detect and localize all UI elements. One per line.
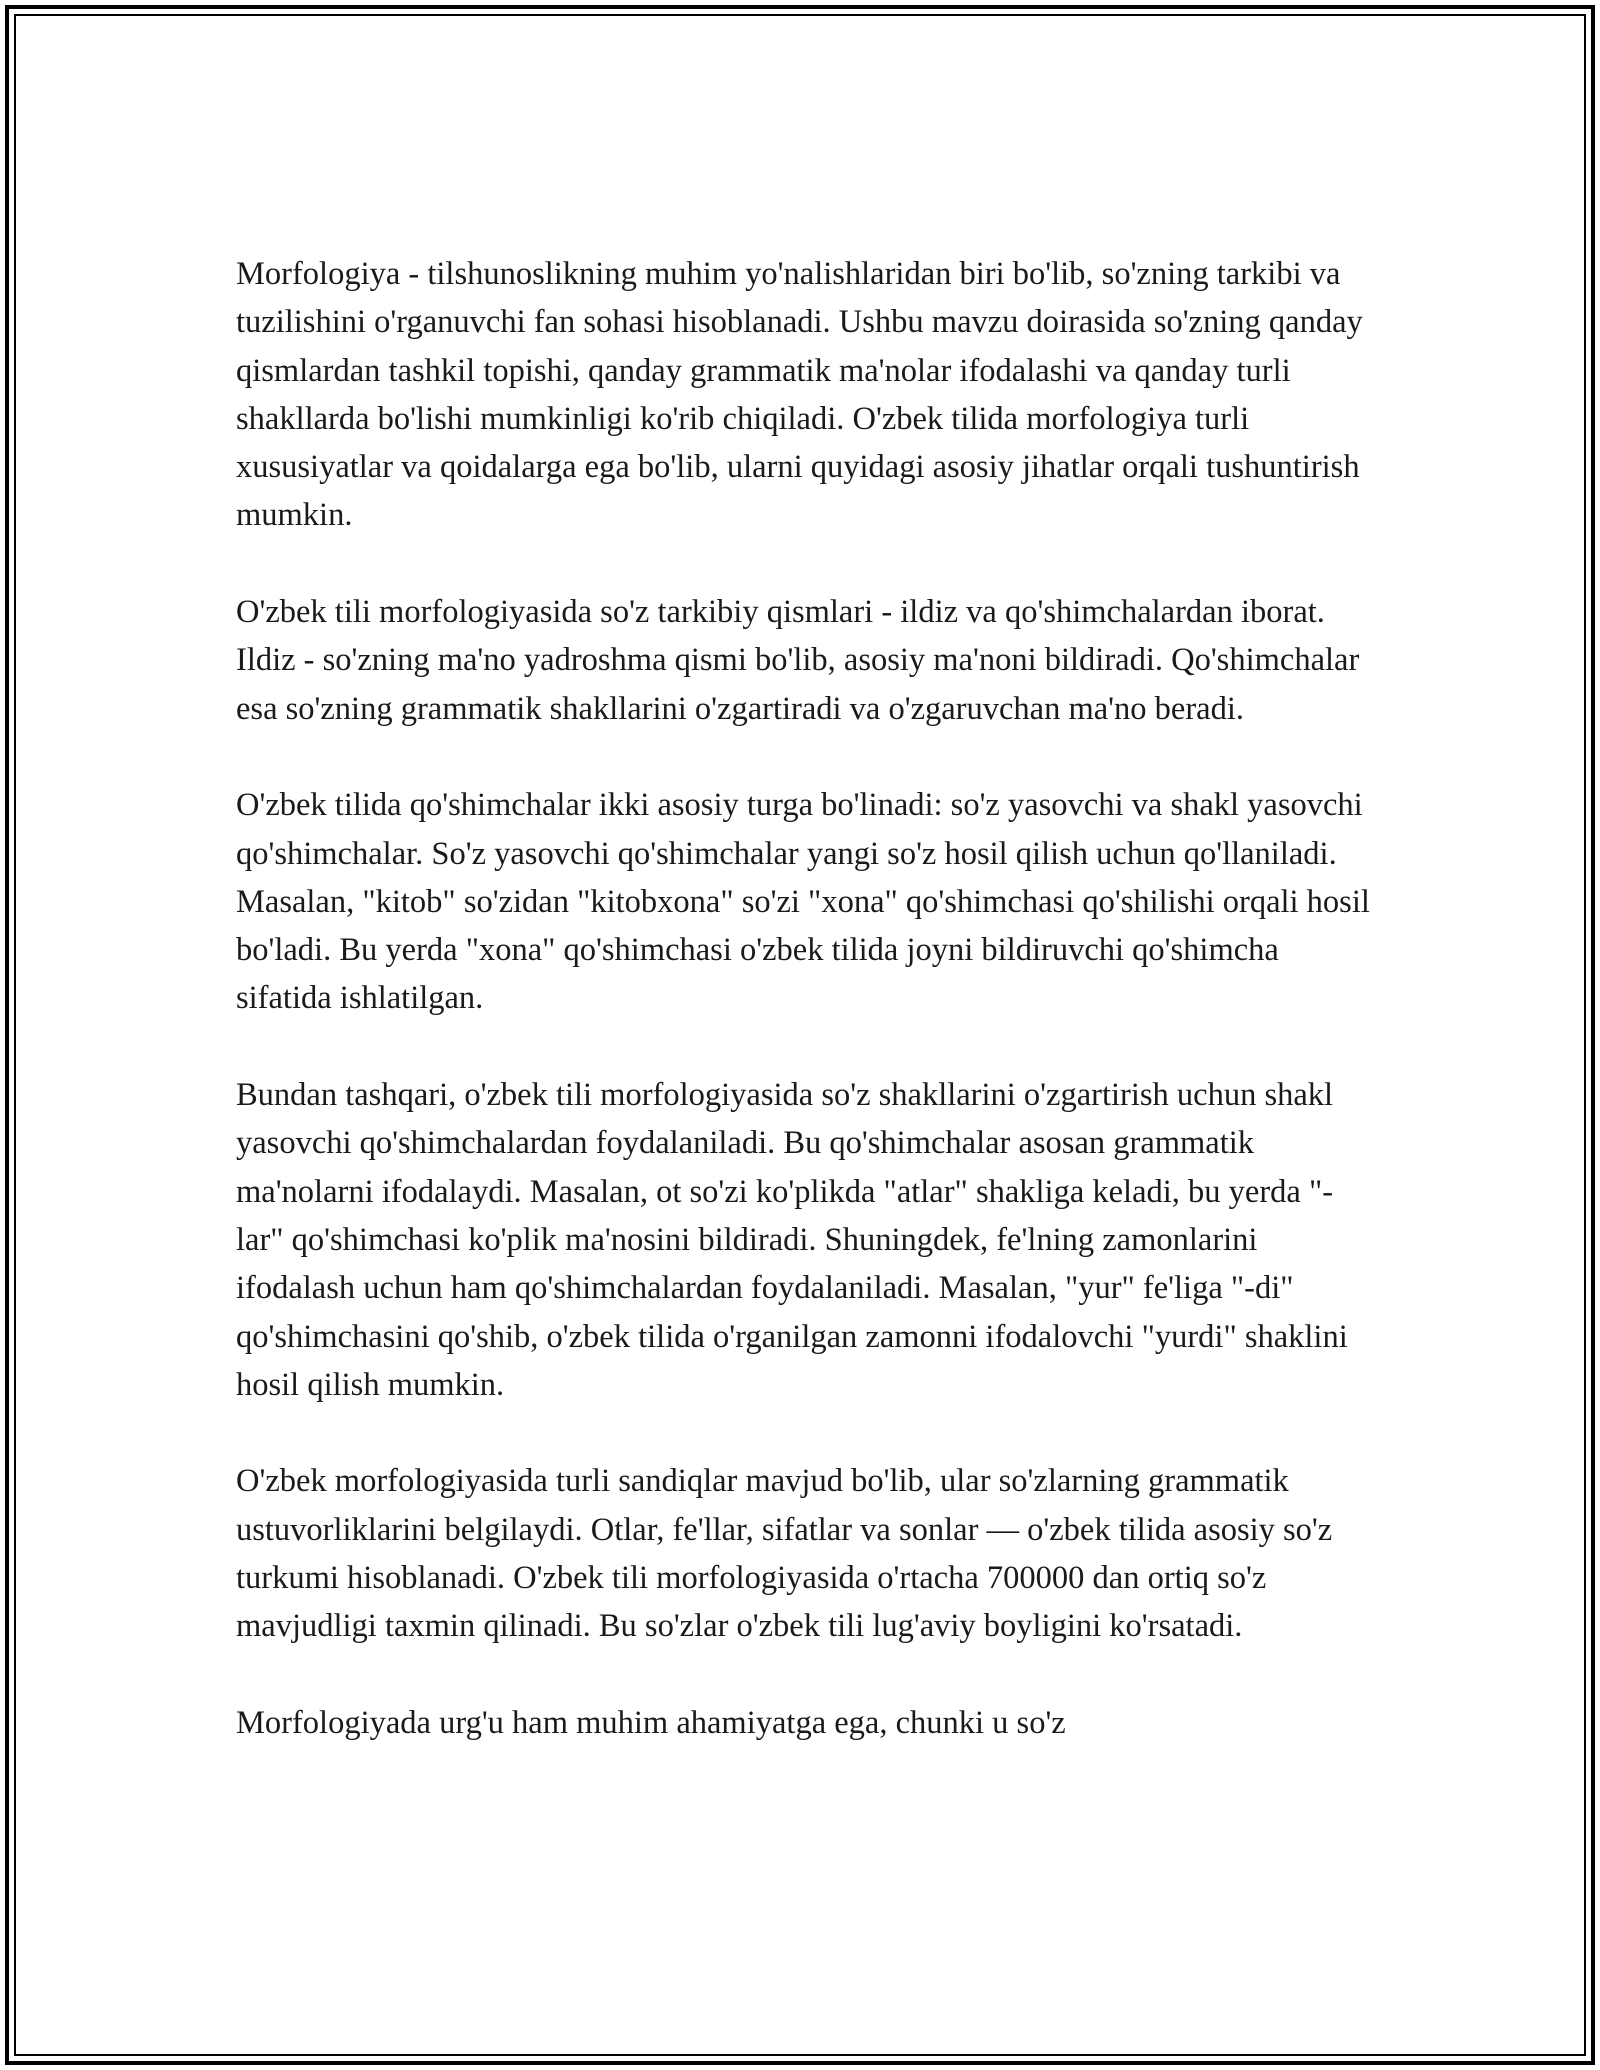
paragraph-2: O'zbek tili morfologiyasida so'z tarkibiy qismlari - ildiz va qo'shimchalardan iborat. Ildiz - so'zning ma'no yadroshma qismi bo'lib, asosiy ma'noni bildiradi. Qo'shimchalar esa so'zning grammatik shakllarini o'zgartiradi va o'zgaruvchan ma'no beradi. (236, 594, 1360, 727)
paragraph-5: O'zbek morfologiyasida turli sandiqlar mavjud bo'lib, ular so'zlarning grammatik ustuvorliklarini belgilaydi. Otlar, fe'llar, sifatlar va sonlar — o'zbek tilida asosiy so'z turkumi hisoblanadi. O'zbek tili morfologiyasida o'rtacha 700000 dan ortiq so'z mavjudligi taxmin qilinadi. Bu so'zlar o'zbek tili lug'aviy boyligini ko'rsatadi. (236, 1463, 1333, 1645)
paragraph-3: O'zbek tilida qo'shimchalar ikki asosiy turga bo'linadi: so'z yasovchi va shakl yasovchi qo'shimchalar. So'z yasovchi qo'shimchalar yangi so'z hosil qilish uchun qo'llaniladi. Masalan, "kitob" so'zidan "kitobxona" so'zi "xona" qo'shimchasi qo'shilishi orqali hosil bo'ladi. Bu yerda "xona" qo'shimchasi o'zbek tilida joyni bildiruvchi qo'shimcha sifatida ishlatilgan. (236, 787, 1370, 1017)
paragraph-4: Bundan tashqari, o'zbek tili morfologiyasida so'z shakllarini o'zgartirish uchun shakl yasovchi qo'shimchalardan foydalaniladi. Bu qo'shimchalar asosan grammatik ma'nolarni ifodalaydi. Masalan, ot so'zi ko'plikda "atlar" shakliga keladi, bu yerda "-lar" qo'shimchasi ko'plik ma'nosini bildiradi. Shuningdek, fe'lning zamonlarini ifodalash uchun ham qo'shimchalardan foydalaniladi. Masalan, "yur" fe'liga "-di" qo'shimchasini qo'shib, o'zbek tilida o'rganilgan zamonni ifodalovchi "yurdi" shaklini hosil qilish mumkin. (236, 1077, 1348, 1403)
document-body (236, 250, 1376, 1747)
paragraph-6: Morfologiyada urg'u ham muhim ahamiyatga ega, chunki u so'z (236, 1704, 1066, 1741)
paragraph-1: Morfologiya - tilshunoslikning muhim yo'nalishlaridan biri bo'lib, so'zning tarkibi va tuzilishini o'rganuvchi fan sohasi hisoblanadi. Ushbu mavzu doirasida so'zning qanday qismlardan tashkil topishi, qanday grammatik ma'nolar ifodalashi va qanday turli shakllarda bo'lishi mumkinligi ko'rib chiqiladi. O'zbek tilida morfologiya turli xususiyatlar va qoidalarga ega bo'lib, ularni quyidagi asosiy jihatlar orqali tushuntirish mumkin. (236, 256, 1363, 534)
